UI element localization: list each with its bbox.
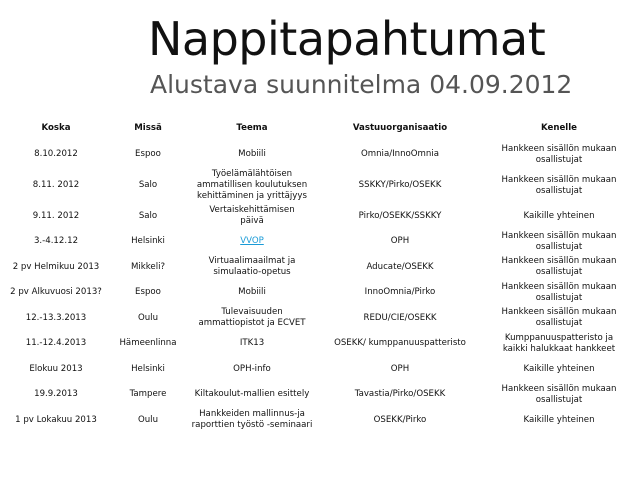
cell-kenelle: Kaikille yhteinen bbox=[523, 414, 595, 425]
cell-koska: 2 pv Alkuvuosi 2013? bbox=[10, 287, 102, 298]
cell-vastuu: OPH bbox=[390, 236, 410, 247]
cell-teema: Virtuaalimaailmat ja simulaatio-opetus bbox=[208, 256, 296, 278]
column-header-teema: Teema bbox=[236, 122, 268, 133]
cell-koska: 9.11. 2012 bbox=[32, 210, 80, 221]
event-schedule-table bbox=[0, 114, 638, 433]
cell-koska: 19.9.2013 bbox=[34, 389, 78, 400]
cell-missa: Salo bbox=[138, 210, 158, 221]
cell-koska: Elokuu 2013 bbox=[29, 363, 83, 374]
cell-missa: Oulu bbox=[137, 312, 159, 323]
cell-teema: ITK13 bbox=[239, 338, 265, 349]
cell-teema: Työelämälähtöisen ammatillisen koulutuksen kehittäminen ja yrittäjyys bbox=[196, 169, 308, 201]
table-row bbox=[0, 331, 638, 357]
cell-vastuu: OSEKK/ kumppanuuspatteristo bbox=[334, 338, 466, 349]
cell-missa: Oulu bbox=[137, 414, 159, 425]
column-header-vastuuorganisaatio: Vastuuorganisaatio bbox=[352, 122, 448, 133]
cell-missa: Helsinki bbox=[131, 236, 165, 247]
cell-missa: Helsinki bbox=[131, 363, 165, 374]
cell-koska: 11.-12.4.2013 bbox=[25, 338, 87, 349]
cell-koska: 12.-13.3.2013 bbox=[25, 312, 87, 323]
cell-kenelle: Kaikille yhteinen bbox=[523, 210, 595, 221]
cell-koska: 8.10.2012 bbox=[34, 149, 78, 160]
cell-teema: Tulevaisuuden ammattiopistot ja ECVET bbox=[198, 307, 306, 329]
column-header-koska: Koska bbox=[41, 122, 71, 133]
cell-kenelle: Hankkeen sisällön mukaan osallistujat bbox=[501, 256, 617, 278]
vvop-link[interactable]: VVOP bbox=[240, 236, 264, 247]
cell-teema: Hankkeiden mallinnus-ja raporttien työstö -seminaari bbox=[191, 409, 313, 431]
column-header-kenelle: Kenelle bbox=[540, 122, 577, 133]
cell-kenelle: Hankkeen sisällön mukaan osallistujat bbox=[501, 307, 617, 329]
table-row bbox=[0, 408, 638, 434]
cell-kenelle: Hankkeen sisällön mukaan osallistujat bbox=[501, 230, 617, 252]
cell-missa: Tampere bbox=[129, 389, 167, 400]
table-row bbox=[0, 204, 638, 230]
cell-teema: OPH-info bbox=[233, 363, 271, 374]
cell-teema: Mobiili bbox=[238, 149, 266, 160]
cell-teema bbox=[184, 229, 320, 255]
table-row bbox=[0, 357, 638, 383]
cell-vastuu: InnoOmnia/Pirko bbox=[364, 287, 436, 298]
cell-missa: Mikkeli? bbox=[130, 261, 166, 272]
cell-missa: Espoo bbox=[135, 287, 161, 298]
table-row bbox=[0, 168, 638, 204]
table-row bbox=[0, 142, 638, 168]
cell-vastuu: Aducate/OSEKK bbox=[366, 261, 434, 272]
cell-kenelle: Hankkeen sisällön mukaan osallistujat bbox=[501, 281, 617, 303]
table-row bbox=[0, 382, 638, 408]
cell-koska: 1 pv Lokakuu 2013 bbox=[15, 414, 97, 425]
table-row bbox=[0, 280, 638, 306]
table-row bbox=[0, 306, 638, 332]
cell-missa: Hämeenlinna bbox=[119, 338, 177, 349]
page-subtitle: Alustava suunnitelma 04.09.2012 bbox=[150, 70, 573, 99]
cell-missa: Espoo bbox=[135, 149, 161, 160]
cell-kenelle: Hankkeen sisällön mukaan osallistujat bbox=[501, 174, 617, 196]
cell-koska: 3.-4.12.12 bbox=[33, 236, 79, 247]
cell-koska: 2 pv Helmikuu 2013 bbox=[12, 261, 100, 272]
cell-vastuu: OPH bbox=[390, 363, 410, 374]
table-row bbox=[0, 255, 638, 281]
cell-vastuu: SSKKY/Pirko/OSEKK bbox=[358, 180, 442, 190]
cell-missa: Salo bbox=[138, 180, 158, 190]
cell-kenelle: Kumppanuuspatteristo ja kaikki halukkaat hankkeet bbox=[502, 332, 616, 354]
table-row bbox=[0, 229, 638, 255]
cell-kenelle: Hankkeen sisällön mukaan osallistujat bbox=[501, 383, 617, 405]
cell-kenelle: Hankkeen sisällön mukaan osallistujat bbox=[501, 143, 617, 165]
cell-vastuu: Tavastia/Pirko/OSEKK bbox=[354, 389, 446, 400]
column-header-missa: Missä bbox=[134, 122, 162, 133]
cell-teema: Vertaiskehittämisen päivä bbox=[209, 205, 295, 227]
cell-vastuu: Omnia/InnoOmnia bbox=[360, 149, 440, 160]
cell-koska: 8.11. 2012 bbox=[32, 180, 80, 190]
cell-vastuu: OSEKK/Pirko bbox=[373, 414, 427, 425]
page-title: Nappitapahtumat bbox=[148, 12, 546, 66]
cell-teema: Kiltakoulut-mallien esittely bbox=[194, 389, 310, 400]
cell-vastuu: REDU/CIE/OSEKK bbox=[363, 312, 437, 323]
cell-teema: Mobiili bbox=[238, 287, 266, 298]
cell-vastuu: Pirko/OSEKK/SSKKY bbox=[358, 210, 442, 221]
cell-kenelle: Kaikille yhteinen bbox=[523, 363, 595, 374]
table-header-row bbox=[0, 114, 638, 142]
